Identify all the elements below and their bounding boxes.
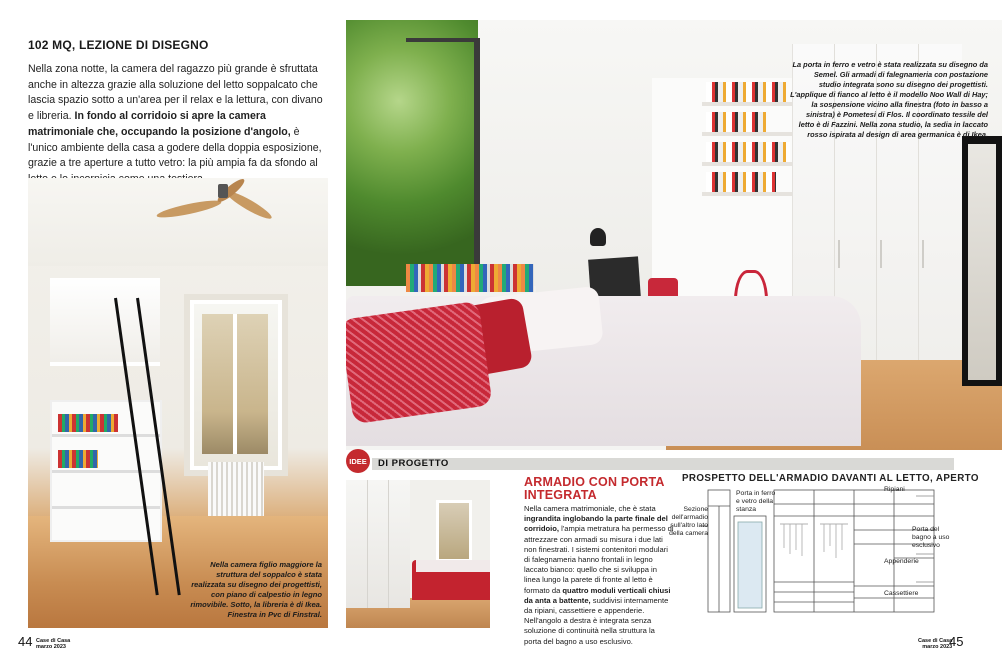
wardrobe-seam [388, 480, 389, 608]
folio-right-magazine [918, 638, 952, 650]
box-body [524, 504, 674, 647]
photo-bed-sheet [416, 560, 490, 572]
niche-books [706, 142, 790, 162]
label-drawers: Cassettiere [884, 590, 919, 597]
niche-shelf [702, 162, 792, 166]
niche-books [706, 172, 776, 192]
photo-caption-master-bedroom: La porta in ferro e vetro è stata realizzata su disegno da Semel. Gli armadi di falegnameria con postazione studio integrata sono su disegno dei progettisti. L'applique di fianco al letto è il modello Noo Wall di Hay; la sospensione vicino alla finestra (foto in basso a sinistra) è Pometesi di Flos. Il coordinato tessile del letto è di Fazzini. Nella zona studio, la sedia in laccato rosso ispirata al design di area germanica è di Ikea. [790, 60, 988, 139]
box-text-3: suddivisi internamente da ripiani, cassettiere e appenderie. Nell'angolo a destra è integrata senza soluzione di continuità nella struttura la porta del bagno a uso esclusivo. [524, 595, 669, 646]
idee-section-bar [372, 458, 954, 470]
label-door: Porta in ferro e vetro della stanza [736, 490, 776, 513]
photo-window [436, 500, 472, 562]
photo-wardrobe-corner [346, 480, 490, 628]
issue-date: marzo 2023 [922, 644, 953, 650]
window-frame-top [406, 38, 480, 42]
label-bath-door: Porta del bagno a uso esclusivo [912, 526, 950, 549]
label-hangers: Appenderie [884, 558, 919, 565]
photo-wardrobe [346, 480, 410, 608]
box-title: ARMADIO CON PORTA INTEGRATA [524, 475, 665, 502]
photo-ceiling [28, 178, 328, 266]
patterned-pillow [346, 301, 493, 424]
diagram-title: PROSPETTO DELL'ARMADIO DAVANTI AL LETTO, APERTO [682, 473, 979, 484]
fan-hub [218, 184, 228, 198]
niche-shelf [702, 132, 792, 136]
wardrobe-elevation-diagram [668, 486, 958, 616]
window-frame [474, 38, 480, 290]
niche-shelf [702, 192, 792, 196]
page-number-right: 45 [949, 634, 964, 649]
photo-window-mullion [233, 314, 237, 454]
shelf-row [52, 434, 160, 437]
niche-shelf [702, 102, 792, 106]
box-text-1: Nella camera matrimoniale, che è stata [524, 504, 656, 513]
wardrobe-handle [838, 240, 840, 268]
page-number-left: 44 [18, 634, 33, 649]
shelf-books [58, 414, 118, 432]
intro-paragraph [28, 62, 324, 188]
wall-lamp [590, 228, 606, 246]
intro-text-1: Nella zona notte, la camera del ragazzo più grande è sfruttata anche in altezza grazie alla soluzione del letto soppalcato che lascia spazio sotto a un'area per il relax e la lettura, con divano e libreria. [28, 63, 323, 123]
box-text-bold-1: ingrandita inglobando la parte finale del corridoio, [524, 514, 668, 534]
shelf-books [58, 450, 98, 468]
magazine-name: Case di Casa [918, 638, 953, 644]
photo-caption-kids-room: Nella camera figlio maggiore la struttura del soppalco è stata realizzata su disegno dei progettisti, con piano di calpestio in legno rimovibile. Sotto, la libreria è di Ikea. Finestra in Pvc di Finstral. [190, 560, 322, 619]
intro-text-2: è l'unico ambiente della casa a godere della doppia esposizione, grazie a tre aperture a tutto vetro: la più ampia fa da sfondo al [28, 125, 322, 170]
wardrobe-seam [367, 480, 368, 608]
wardrobe-handle [922, 240, 924, 268]
issue-date: marzo 2023 [36, 644, 66, 650]
door-glass [968, 144, 996, 380]
idee-section-label: DI PROGETTO [378, 458, 449, 469]
photo-window-trees [346, 20, 478, 290]
photo-master-bedroom [346, 20, 1002, 450]
label-shelves: Ripiani [884, 486, 905, 493]
idee-badge: IDEE [346, 449, 370, 473]
photo-radiator [208, 462, 264, 516]
folio-left-magazine [36, 638, 70, 650]
niche-books [706, 112, 766, 132]
photo-kids-bedroom [28, 178, 328, 628]
niche-books [706, 82, 786, 102]
magazine-name: Case di Casa [36, 638, 71, 644]
box-text-bold-2: quattro moduli verticali chiusi da anta a battente, [524, 585, 671, 605]
wardrobe-handle [880, 240, 882, 268]
sill-books [406, 264, 534, 292]
article-heading: 102 MQ, LEZIONE DI DISEGNO [28, 38, 209, 52]
box-text-2: l'ampia metratura ha permesso di attrezzare con armadi su misura i due lati non finestrati. I sistemi contenitori modulari di falegnameria hanno frontali in legno laccato bianco: quello che si sviluppa in linea lungo la parete di fronte al letto è formato da [524, 524, 674, 595]
intro-text-bold: In fondo al corridoio si apre la camera matrimoniale che, occupando la posizione d'angolo, [28, 110, 291, 138]
label-section: Sezione dell'armadio sull'altro lato della camera [669, 506, 708, 537]
shelf-row [52, 470, 160, 473]
